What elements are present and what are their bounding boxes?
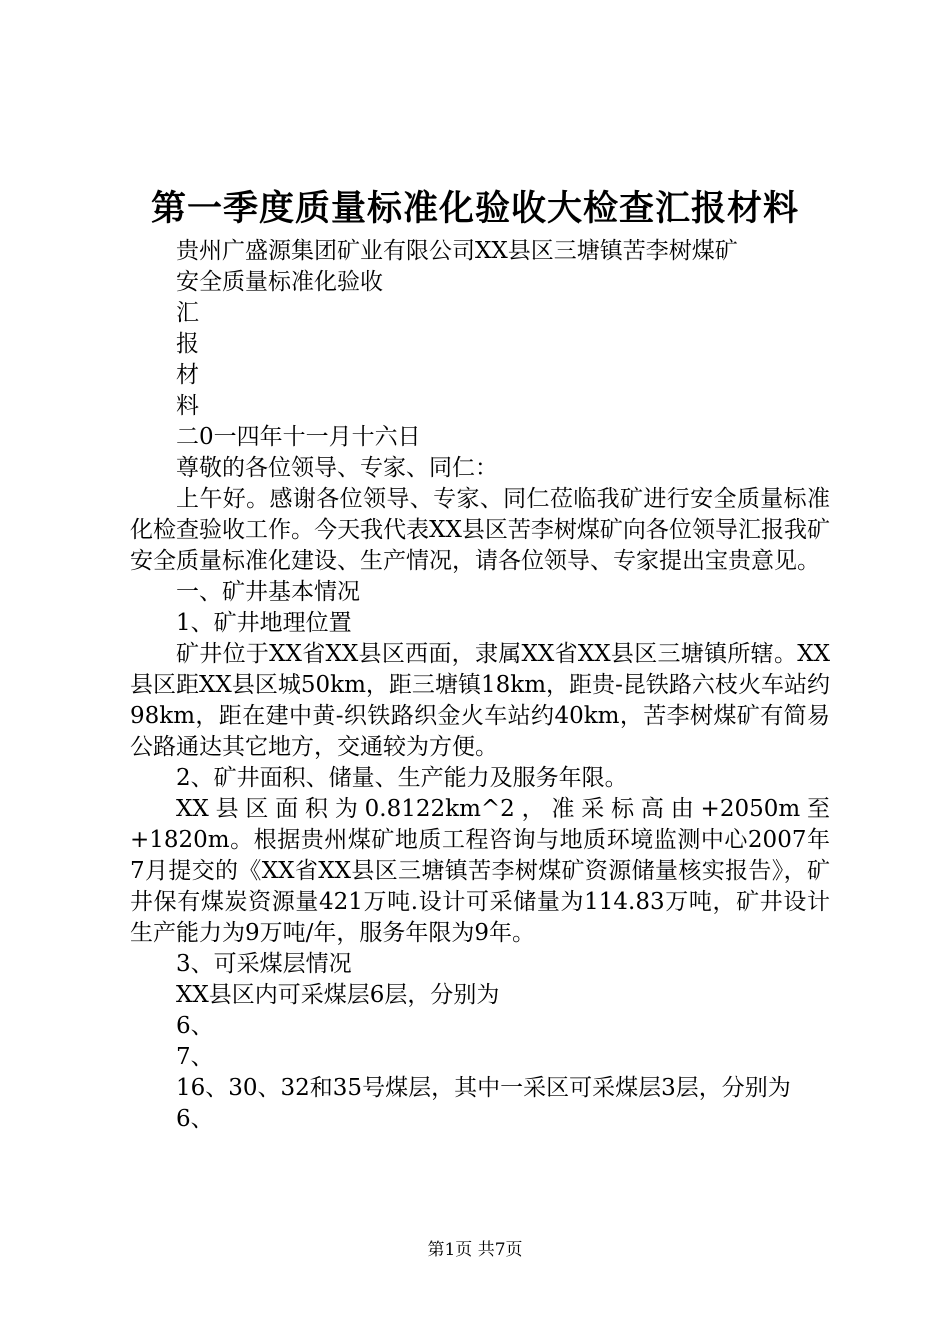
- document-title: 第一季度质量标准化验收大检查汇报材料: [150, 188, 799, 229]
- paragraph-seams-list: 16、30、32和35号煤层，其中一采区可采煤层3层，分别为: [176, 1075, 791, 1101]
- section-heading-basic-info: 一、矿井基本情况: [176, 579, 360, 605]
- paragraph-char-bao: 报: [176, 331, 199, 357]
- paragraph-location: 矿井位于XX省XX县区西面，隶属XX省XX县区三塘镇所辖。XX县区距XX县区城50km，距三塘镇18km，距贵-昆铁路六枝火车站约98km，距在建中黄-织铁路织金火车站约40km，苦李树煤矿有简易公路通达其它地方，交通较为方便。: [130, 641, 830, 760]
- paragraph-coal-seams-intro: XX县区内可采煤层6层，分别为: [176, 982, 500, 1008]
- paragraph-seam-6: 6、: [176, 1013, 214, 1039]
- paragraph-area-reserves: XX县区面积为0.8122km^2，准采标高由+2050m至+1820m。根据贵州煤矿地质工程咨询与地质环境监测中心2007年7月提交的《XX省XX县区三塘镇苦李树煤矿资源储量核实报告》，矿井保有煤炭资源量421万吨.设计可采储量为114.83万吨，矿井设计生产能力为9万吨/年，服务年限为9年。: [130, 796, 830, 946]
- paragraph-date: 二0一四年十一月十六日: [176, 424, 421, 450]
- page-footer: 第1页 共7页: [427, 1240, 523, 1260]
- subheading-area-reserves: 2、矿井面积、储量、生产能力及服务年限。: [176, 765, 628, 791]
- paragraph-char-hui: 汇: [176, 300, 199, 326]
- paragraph-seam-6-repeat: 6、: [176, 1106, 214, 1132]
- document-body: [130, 236, 830, 1135]
- paragraph-char-liao: 料: [176, 393, 199, 419]
- subheading-location: 1、矿井地理位置: [176, 610, 352, 636]
- paragraph-greeting: 上午好。感谢各位领导、专家、同仁莅临我矿进行安全质量标准化检查验收工作。今天我代表XX县区苦李树煤矿向各位领导汇报我矿安全质量标准化建设、生产情况，请各位领导、专家提出宝贵意见。: [130, 486, 830, 574]
- paragraph-char-cai: 材: [176, 362, 199, 388]
- paragraph-company-name: 贵州广盛源集团矿业有限公司XX县区三塘镇苦李树煤矿: [176, 238, 738, 264]
- subheading-coal-seams: 3、可采煤层情况: [176, 951, 352, 977]
- paragraph-salutation: 尊敬的各位领导、专家、同仁：: [176, 455, 498, 481]
- paragraph-report-subject: 安全质量标准化验收: [176, 269, 383, 295]
- paragraph-seam-7: 7、: [176, 1044, 214, 1070]
